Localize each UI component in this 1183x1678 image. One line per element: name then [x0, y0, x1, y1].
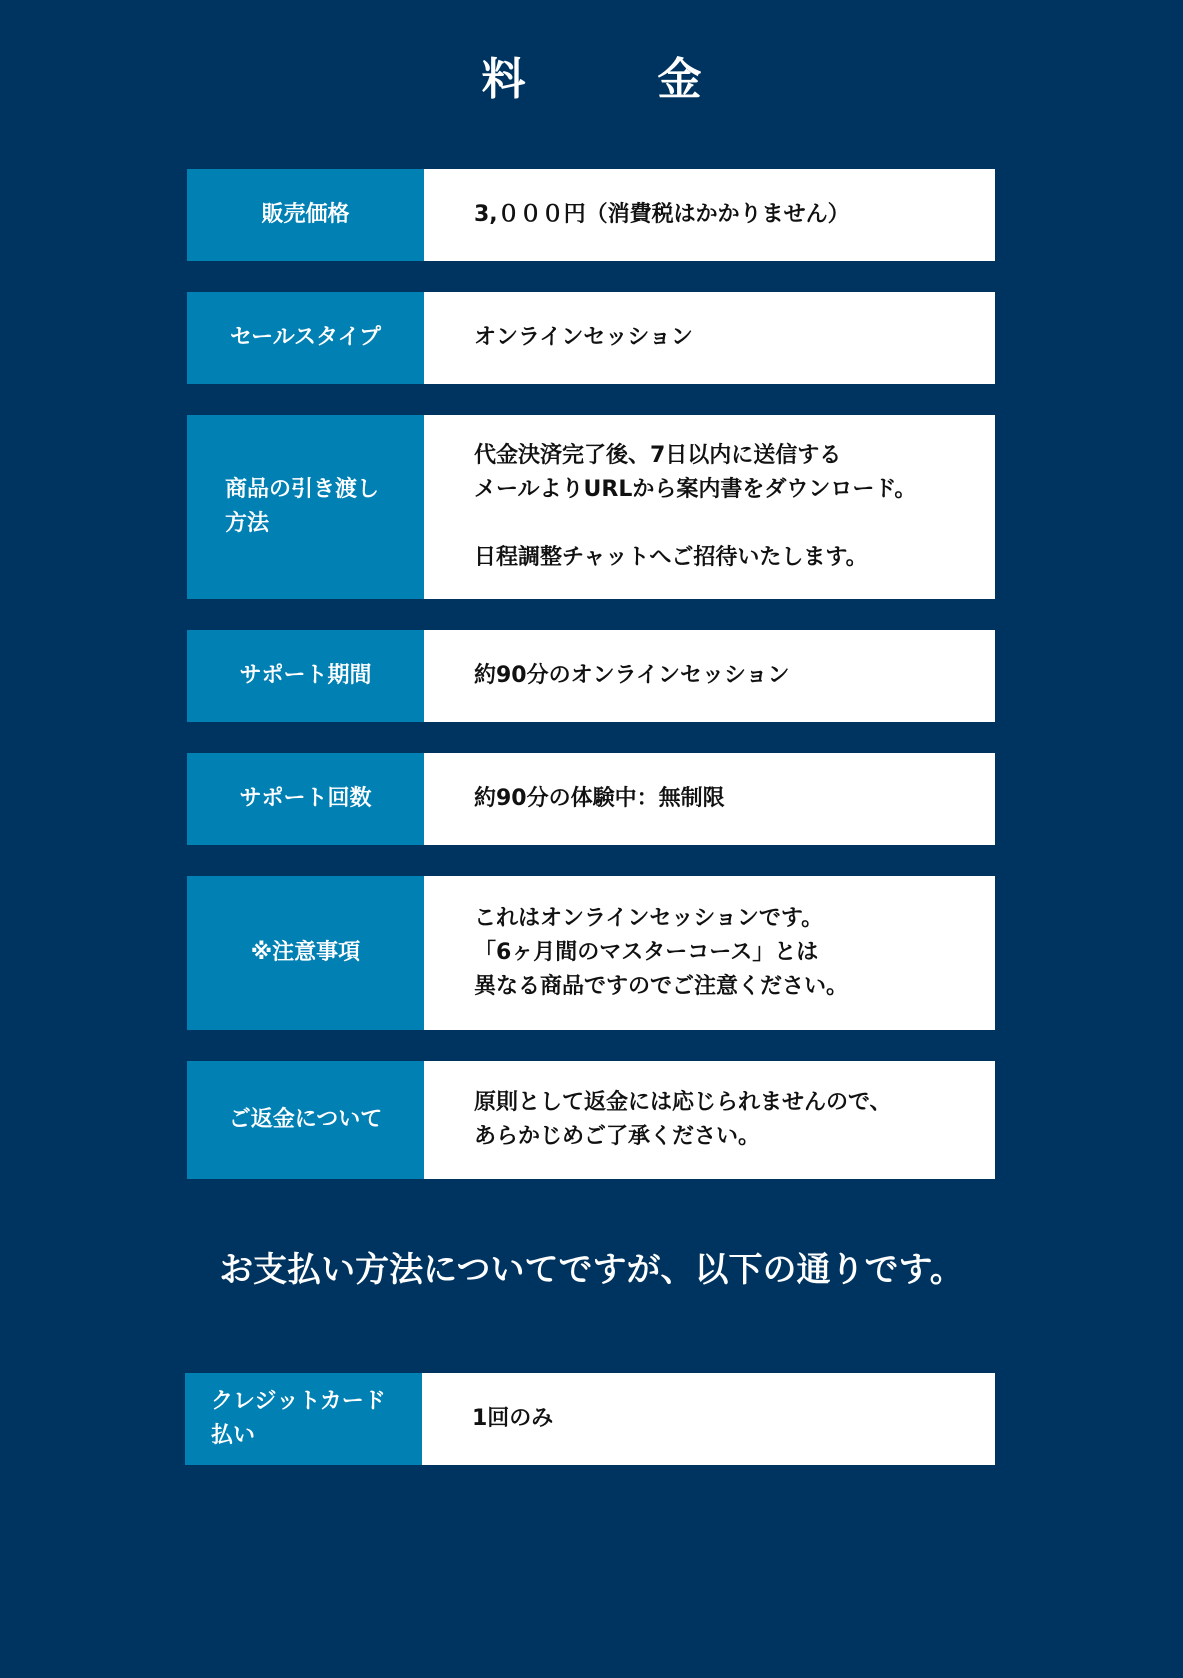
- row-value: [424, 415, 995, 599]
- info-row-sales-type: [187, 292, 995, 384]
- row-value-text: 約90分の体験中：無制限: [474, 785, 725, 811]
- row-label: 販売価格: [187, 169, 424, 261]
- row-value-line: これはオンラインセッションです。: [474, 905, 824, 931]
- row-label-line: 方法: [225, 511, 270, 536]
- row-value-line: メールよりURLから案内書をダウンロード。: [474, 476, 917, 502]
- row-value-text: 約90分のオンラインセッション: [474, 662, 790, 688]
- row-value-line: あらかじめご了承ください。: [474, 1124, 761, 1149]
- info-row-notes: [187, 876, 995, 1030]
- row-value-line: 原則として返金には応じられませんので、: [474, 1089, 892, 1115]
- payment-heading: お支払い方法についてですが、以下の通りです。: [219, 1250, 964, 1290]
- row-value: [424, 292, 995, 384]
- row-label: ご返金について: [187, 1061, 424, 1179]
- row-value-text: オンラインセッション: [474, 324, 693, 350]
- row-label: ※注意事項: [187, 876, 424, 1030]
- row-label: サポート期間: [187, 630, 424, 722]
- info-row-refund: [187, 1061, 995, 1179]
- row-label: [187, 415, 424, 599]
- row-value-text: 3,０００円（消費税はかかりません）: [474, 201, 850, 227]
- row-value-line: 異なる商品ですのでご注意ください。: [474, 974, 849, 1000]
- row-value: [424, 876, 995, 1030]
- info-row-support-period: [187, 630, 995, 722]
- payment-row-credit-card: [185, 1373, 995, 1465]
- info-row-support-count: [187, 753, 995, 845]
- info-row-delivery-method: [187, 415, 995, 599]
- row-value: [422, 1373, 995, 1465]
- row-value: [424, 1061, 995, 1179]
- row-label-line: クレジットカード: [211, 1388, 386, 1414]
- row-label: サポート回数: [187, 753, 424, 845]
- row-value: [424, 753, 995, 845]
- row-value: [424, 630, 995, 722]
- row-value-line: 「6ヶ月間のマスターコース」とは: [474, 939, 819, 965]
- row-value-line: 日程調整チャットへご招待いたします。: [474, 545, 868, 571]
- row-label: [185, 1373, 422, 1465]
- page-title: 料 金: [481, 54, 746, 105]
- row-label-line: 払い: [211, 1423, 256, 1448]
- row-value-line: 代金決済完了後、7日以内に送信する: [474, 442, 842, 468]
- row-value: [424, 169, 995, 261]
- spacer: [474, 507, 995, 541]
- row-value-text: 1回のみ: [472, 1405, 554, 1431]
- row-label-line: 商品の引き渡し: [225, 476, 380, 502]
- info-row-price: [187, 169, 995, 261]
- row-label: セールスタイプ: [187, 292, 424, 384]
